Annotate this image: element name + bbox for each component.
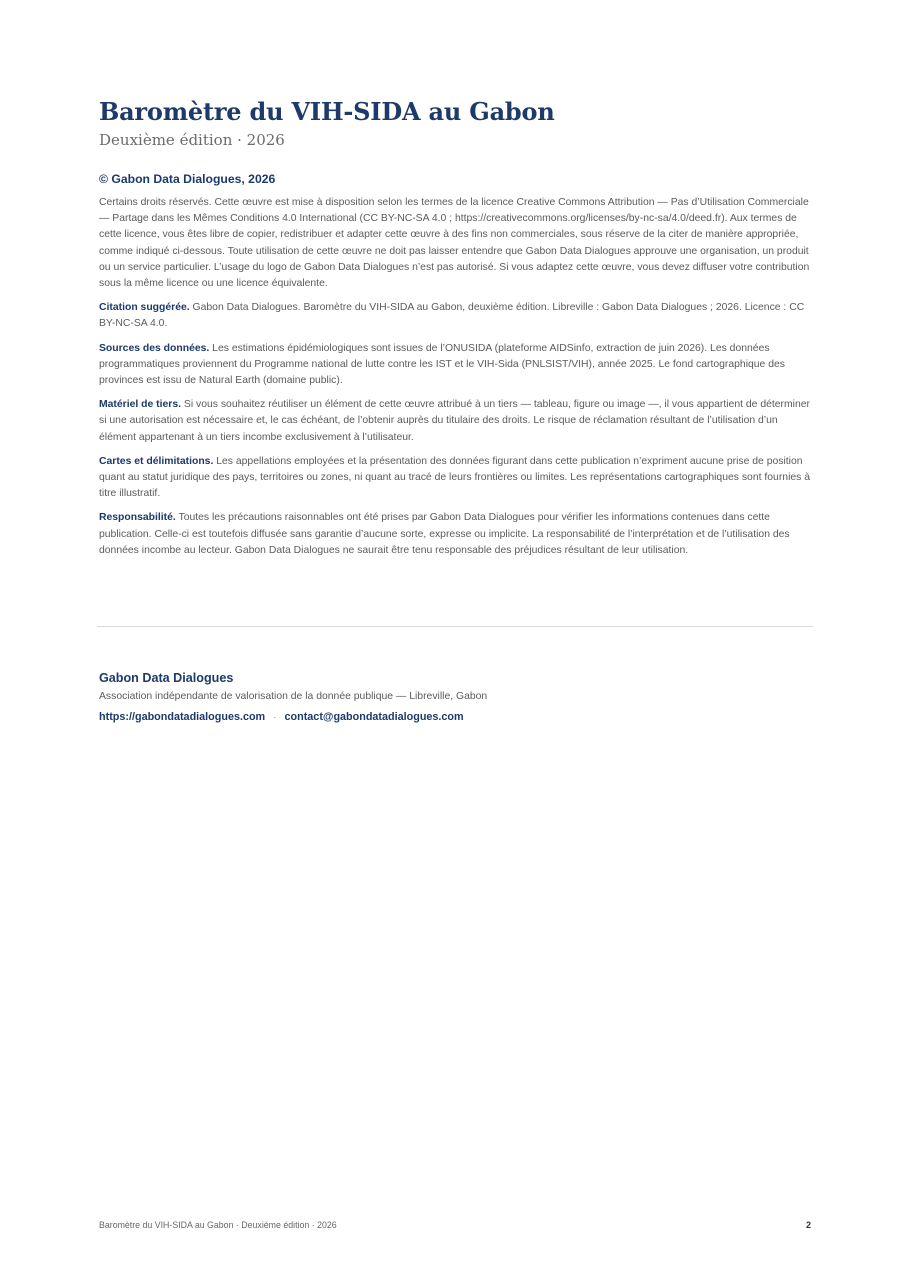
maps-lead: Cartes et délimitations. [99, 455, 214, 467]
license-paragraph: Certains droits réservés. Cette œuvre est mise à disposition selon les termes de la licence Creative Commons Attribution — Pas d’Utilisation Commerciale — Partage dans les Mêmes Conditions 4.0 International (CC BY-NC-SA 4.0 ; https://creativecommons.org/licenses/by-nc-sa/4.0/deed.fr). Aux termes de cette licence, vous êtes libre de copier, redistribuer et adapter cette œuvre à des fins non commerciales, sous réserve de la citer de manière appropriée, comme indiqué ci-dessous. Toute utilisation de cette œuvre ne doit pas laisser entendre que Gabon Data Dialogues approuve une organisation, un produit ou un service particulier. L’usage du logo de Gabon Data Dialogues n’est pas autorisé. Si vous adaptez cette œuvre, vous devez diffuser votre contribution sous la même licence ou une licence équivalente. [99, 197, 810, 290]
maps-text: Les appellations employées et la présentation des données figurant dans cette publication n’expriment aucune prise de position quant au statut juridique des pays, territoires ou zones, ni quant au tracé de leurs frontières ou limites. Les représentations cartographiques sont fournies à titre illustratif. [99, 455, 811, 500]
responsibility-lead: Responsabilité. [99, 512, 176, 524]
citation-lead: Citation suggérée. [99, 302, 190, 314]
footer-running-title: Baromètre du VIH-SIDA au Gabon · Deuxième édition · 2026 [99, 1220, 337, 1230]
organization-block [99, 668, 813, 726]
organization-links [99, 709, 813, 726]
page-number: 2 [806, 1220, 811, 1230]
maps-paragraph [99, 454, 813, 503]
responsibility-text: Toutes les précautions raisonnables ont été prises par Gabon Data Dialogues pour vérifier les informations contenues dans cette publication. Celle-ci est toutefois diffusée sans garantie d’aucune sorte, expresse ou implicite. La responsabilité de l’interprétation et de l’utilisation des données incombe au lecteur. Gabon Data Dialogues ne saurait être tenu responsable des préjudices résultant de leur utilisation. [99, 512, 790, 556]
organization-name: Gabon Data Dialogues [99, 671, 234, 685]
responsibility-paragraph [99, 510, 813, 559]
email-link[interactable]: contact@gabondatadialogues.com [284, 711, 464, 723]
copyright-heading: © Gabon Data Dialogues, 2026 [99, 172, 276, 186]
data-sources-paragraph [99, 341, 813, 390]
page-subtitle: Deuxième édition · 2026 [99, 131, 285, 149]
link-separator: · [273, 712, 277, 723]
third-party-text: Si vous souhaitez réutiliser un élément de cette œuvre attribué à un tiers — tableau, figure ou image —, il vous appartient de déterminer si une autorisation est nécessaire et, le cas échéant, de l’obtenir auprès du titulaire des droits. Le risque de réclamation résultant de l’utilisation d’un élément appartenant à un tiers incombe exclusivement à l’utilisateur. [99, 399, 810, 443]
organization-description: Association indépendante de valorisation de la donnée publique — Libreville, Gabon [99, 691, 488, 702]
third-party-paragraph [99, 397, 813, 446]
third-party-lead: Matériel de tiers. [99, 399, 182, 411]
main-content [99, 95, 813, 559]
website-link[interactable]: https://gabondatadialogues.com [99, 711, 266, 723]
citation-paragraph [99, 300, 813, 332]
data-sources-text: Les estimations épidémiologiques sont issues de l’ONUSIDA (plateforme AIDSinfo, extraction de juin 2026). Les données programmatiques proviennent du Programme national de lutte contre les IST et le VIH-Sida (PNLSIST/VIH), année 2025. Le fond cartographique des provinces est issu de Natural Earth (domaine public). [99, 342, 785, 387]
data-sources-lead: Sources des données. [99, 342, 210, 354]
section-divider [97, 626, 813, 627]
page-title: Baromètre du VIH-SIDA au Gabon [99, 97, 555, 126]
citation-text: Gabon Data Dialogues. Baromètre du VIH-SIDA au Gabon, deuxième édition. Libreville : Gabon Data Dialogues ; 2026. Licence : CC BY-NC-SA 4.0. [99, 302, 805, 330]
